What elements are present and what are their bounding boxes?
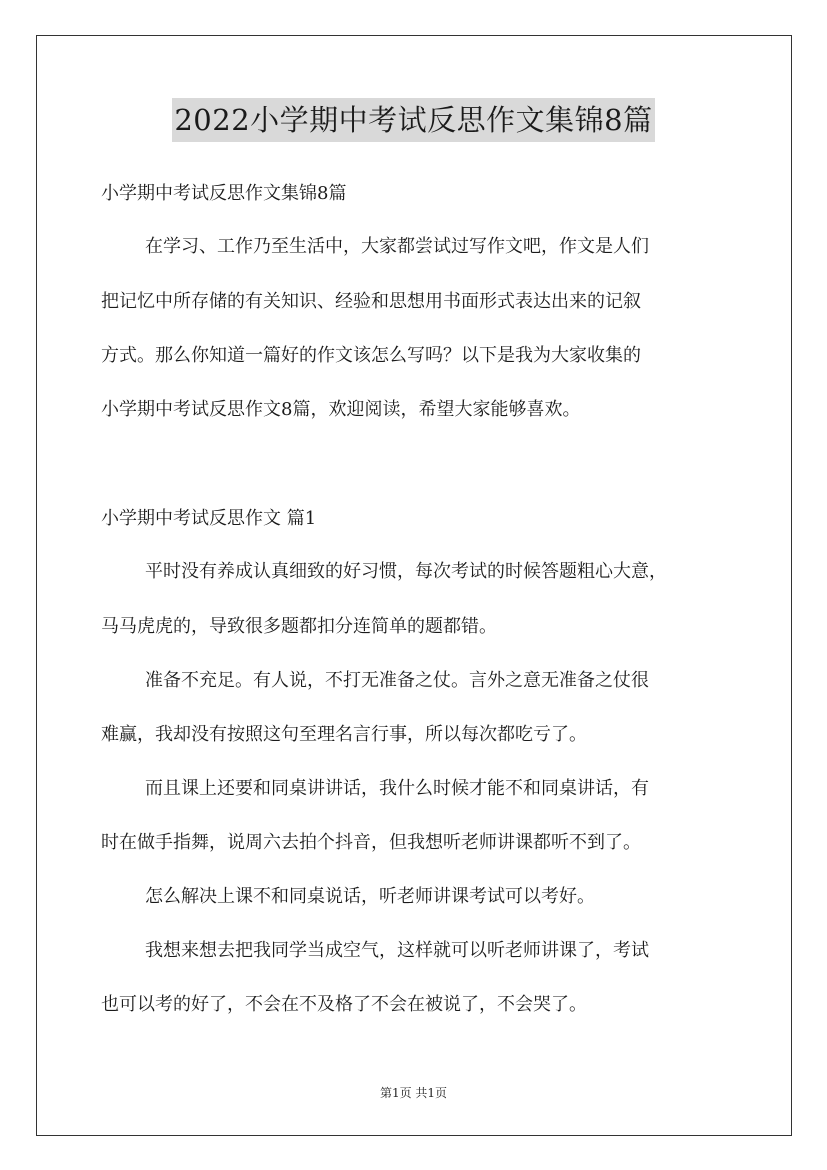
- document-title: 2022小学期中考试反思作文集锦8篇: [172, 98, 654, 142]
- body-line: 时在做手指舞，说周六去拍个抖音，但我想听老师讲课都听不到了。: [101, 832, 641, 853]
- intro-line: 在学习、工作乃至生活中，大家都尝试过写作文吧，作文是人们: [145, 236, 649, 257]
- body-line: 准备不充足。有人说，不打无准备之仗。言外之意无准备之仗很: [145, 670, 649, 691]
- body-line: 难赢，我却没有按照这句至理名言行事，所以每次都吃亏了。: [101, 724, 587, 745]
- section-heading: 小学期中考试反思作文 篇1: [101, 508, 317, 529]
- title-container: [0, 98, 827, 142]
- body-line: 我想来想去把我同学当成空气，这样就可以听老师讲课了，考试: [145, 940, 649, 961]
- intro-line: 方式。那么你知道一篇好的作文该怎么写吗？以下是我为大家收集的: [101, 345, 641, 366]
- body-line: 也可以考的好了，不会在不及格了不会在被说了，不会哭了。: [101, 994, 587, 1015]
- page-footer: 第1页 共1页: [379, 1086, 448, 1100]
- body-line: 怎么解决上课不和同桌说话，听老师讲课考试可以考好。: [145, 886, 595, 907]
- body-line: 而且课上还要和同桌讲讲话，我什么时候才能不和同桌讲话，有: [145, 778, 649, 799]
- body-line: 马马虎虎的，导致很多题都扣分连简单的题都错。: [101, 616, 497, 637]
- intro-line: 小学期中考试反思作文8篇，欢迎阅读，希望大家能够喜欢。: [101, 399, 581, 420]
- body-line: 平时没有养成认真细致的好习惯，每次考试的时候答题粗心大意，: [145, 561, 667, 582]
- intro-line: 把记忆中所存储的有关知识、经验和思想用书面形式表达出来的记叙: [101, 291, 641, 312]
- document-subtitle: 小学期中考试反思作文集锦8篇: [101, 183, 347, 204]
